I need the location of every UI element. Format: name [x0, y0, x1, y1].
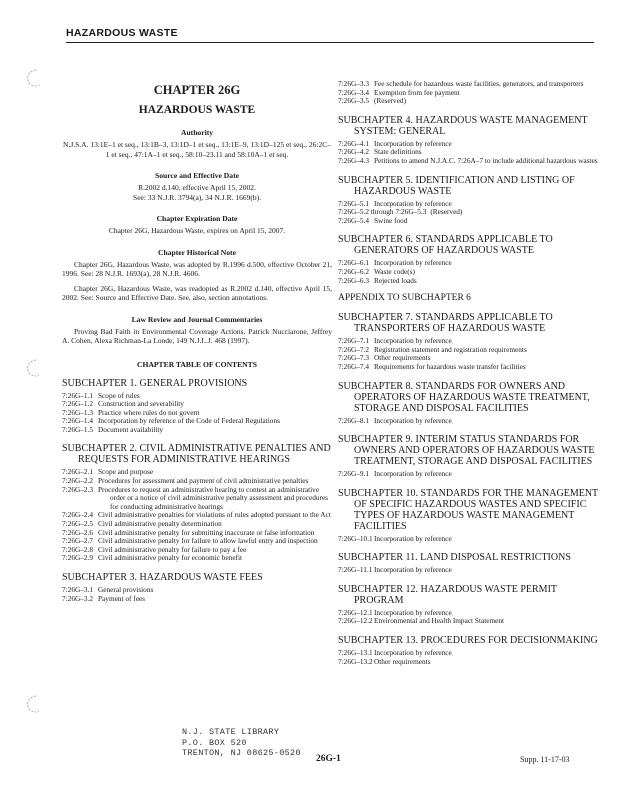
section-title: Payment of fees	[98, 593, 146, 603]
section-number: 7:26G–11.1	[338, 565, 373, 575]
section-number: 7:26G–1.2	[62, 399, 94, 409]
section-number: 7:26G–1.5	[62, 424, 94, 434]
section-title: Registration statement and registration requirements	[374, 344, 527, 354]
authority-text: N.J.S.A. 13:1E–1 et seq., 13:1B–3, 13:1D–1 et seq., 13:1E–9, 13:1D–125 et seq., 26:2C–1 et seq., 47:1A–1 et seq., 58:10–23.11 and 58:10A–1 et seq.	[63, 140, 331, 159]
toc-right-b	[338, 312, 604, 666]
section-number: 7:26G–2.5	[62, 519, 94, 529]
law-review-heading: Law Review and Journal Commentaries	[131, 314, 263, 324]
running-head: HAZARDOUS WASTE	[66, 27, 178, 39]
section-title: Incorporation by reference	[374, 607, 452, 617]
section-title: Incorporation by reference	[374, 138, 452, 148]
section-number: 7:26G–5.4	[338, 215, 370, 225]
subchapter-heading: SUBCHAPTER 13. PROCEDURES FOR DECISIONMAKING	[338, 635, 598, 647]
section-number: 7:26G–5.2 through 7:26G–5.3	[338, 207, 427, 217]
subchapter-heading: SUBCHAPTER 9. INTERIM STATUS STANDARDS FOR OWNERS AND OPERATORS OF HAZARDOUS WASTE TREATMENT, STORAGE AND DISPOSAL FACILITIES	[338, 434, 595, 468]
section-title: Waste code(s)	[374, 266, 415, 276]
section-number: 7:26G–7.3	[338, 353, 370, 363]
subchapter-heading: SUBCHAPTER 7. STANDARDS APPLICABLE TO TRANSPORTERS OF HAZARDOUS WASTE	[338, 312, 553, 335]
section-number: 7:26G–4.2	[338, 147, 370, 157]
section-title: Civil administrative penalty for failure to pay a fee	[98, 544, 247, 554]
section-number: 7:26G–5.1	[338, 198, 370, 208]
section-title: State definitions	[374, 147, 422, 157]
section-number: 7:26G–2.1	[62, 467, 94, 477]
toc-right-a	[338, 115, 604, 285]
toc-entry	[338, 658, 604, 667]
page-number: 26G-1	[316, 754, 341, 764]
toc-entry	[338, 217, 604, 226]
toc-entry	[62, 426, 332, 435]
section-number: 7:26G–3.3	[338, 79, 370, 88]
header-rule	[66, 42, 594, 43]
right-column	[338, 80, 604, 666]
subchapter-heading: SUBCHAPTER 5. IDENTIFICATION AND LISTING OF HAZARDOUS WASTE	[338, 174, 575, 197]
section-number: 7:26G–2.8	[62, 544, 94, 554]
section-title: Incorporation by reference	[374, 198, 452, 208]
toc-entry	[338, 157, 604, 166]
subchapter-heading: SUBCHAPTER 3. HAZARDOUS WASTE FEES	[62, 572, 263, 583]
section-number: 7:26G–7.2	[338, 344, 370, 354]
section-title: General provisions	[98, 585, 154, 594]
section-number: 7:26G–2.6	[62, 527, 94, 537]
section-title: Incorporation by reference	[374, 336, 452, 346]
subchapter-heading: SUBCHAPTER 8. STANDARDS FOR OWNERS AND OPERATORS OF HAZARDOUS WASTE TREATMENT, STORAGE AND DISPOSAL FACILITIES	[338, 380, 590, 414]
toc-entry	[338, 277, 604, 286]
toc-entry	[338, 97, 604, 106]
section-title: Swine food	[374, 215, 408, 225]
section-title: Environmental and Health Impact Statement	[374, 616, 505, 626]
section-title: Exemption from fee payment	[374, 87, 460, 97]
source-line2: See: 33 N.J.R. 3794(a), 34 N.J.R. 1669(b).	[133, 192, 261, 202]
section-title: (Reserved)	[430, 207, 463, 217]
supplement-date: Supp. 11-17-03	[520, 755, 570, 764]
stamp-line: N.J. STATE LIBRARY	[182, 727, 280, 737]
subchapter-heading: SUBCHAPTER 6. STANDARDS APPLICABLE TO GENERATORS OF HAZARDOUS WASTE	[338, 234, 553, 257]
subchapter-heading: SUBCHAPTER 1. GENERAL PROVISIONS	[62, 377, 248, 389]
section-title: Procedures to request an administrative hearing to contest an administrative order or a notice of civil administrative penalty assessment and procedures for conducting administrative hearings	[98, 484, 329, 511]
section-number: 7:26G–4.1	[338, 138, 370, 148]
history-paragraph: Chapter 26G, Hazardous Waste, was adopted by R.1996 d.500, effective October 21, 1996. See: 28 N.J.R. 1693(a), 28 N.J.R. 4606.	[62, 259, 332, 278]
toc-entry	[338, 535, 604, 544]
subchapter-heading: SUBCHAPTER 10. STANDARDS FOR THE MANAGEMENT OF SPECIFIC HAZARDOUS WASTES AND SPECIFIC TYPES OF HAZARDOUS WASTE MANAGEMENT FACILITIES	[338, 487, 598, 532]
section-number: 7:26G–2.3	[62, 484, 94, 494]
section-number: 7:26G–1.3	[62, 407, 94, 417]
section-number: 7:26G–12.1	[338, 607, 373, 617]
source-heading: Source and Effective Date	[154, 171, 239, 180]
subchapter-heading: SUBCHAPTER 11. LAND DISPOSAL RESTRICTIONS	[338, 552, 571, 564]
section-title: Incorporation by reference	[374, 533, 452, 543]
section-title: Incorporation by reference of the Code of Federal Regulations	[98, 416, 280, 426]
toc-entry	[338, 363, 604, 372]
section-number: 7:26G–12.2	[338, 616, 373, 626]
expiration-text: Chapter 26G, Hazardous Waste, expires on April 15, 2007.	[108, 226, 286, 235]
section-title: Other requirements	[374, 353, 431, 363]
section-number: 7:26G–13.1	[338, 648, 373, 658]
section-title: Petitions to amend N.J.A.C. 7:26A–7 to include additional hazardous wastes	[374, 155, 598, 165]
section-title: Requirements for hazardous waste transfer facilities	[374, 361, 526, 371]
section-title: Civil administrative penalty for failure to allow lawful entry and inspection	[98, 536, 318, 546]
punch-hole-icon	[24, 68, 42, 88]
section-number: 7:26G–2.7	[62, 536, 94, 546]
toc-entry	[62, 595, 332, 604]
section-number: 7:26G–3.4	[338, 87, 370, 97]
subchapter-heading: SUBCHAPTER 2. CIVIL ADMINISTRATIVE PENALTIES AND REQUESTS FOR ADMINISTRATIVE HEARINGS	[62, 443, 331, 466]
law-review-text: Proving Bad Faith in Environmental Coverage Actions. Patrick Nucciarone, Jeffrey A. Cohen, Alexa Richman-La Londe, 149 N.J.L.J. 468 (1997).	[62, 326, 332, 345]
section-title: Scope of rules	[98, 390, 140, 400]
toc-entry	[62, 554, 332, 563]
appendix-heading: APPENDIX TO SUBCHAPTER 6	[338, 293, 471, 304]
toc-entry	[338, 417, 604, 426]
section-title: Construction and severability	[98, 399, 184, 409]
toc-continued	[338, 80, 604, 106]
punch-hole-icon	[24, 358, 42, 378]
section-number: 7:26G–7.4	[338, 361, 370, 371]
section-number: 7:26G–9.1	[338, 469, 370, 479]
toc-entry	[338, 470, 604, 479]
section-number: 7:26G–3.2	[62, 593, 94, 603]
section-number: 7:26G–1.1	[62, 390, 94, 400]
section-number: 7:26G–13.2	[338, 656, 373, 666]
section-title: Civil administrative penalty determination	[98, 519, 222, 529]
section-number: 7:26G–8.1	[338, 415, 370, 425]
section-title: Procedures for assessment and payment of civil administrative penalties	[98, 476, 309, 486]
section-number: 7:26G–10.1	[338, 533, 373, 543]
toc-entry	[338, 617, 604, 626]
chapter-number: CHAPTER 26G	[153, 83, 241, 97]
section-title: Other requirements	[374, 656, 431, 666]
section-number: 7:26G–2.9	[62, 553, 94, 563]
section-title: Fee schedule for hazardous waste facilities, generators, and transporters	[374, 79, 584, 88]
section-number: 7:26G–1.4	[62, 416, 94, 426]
section-title: Civil administrative penalties for violations of rules adopted pursuant to the Act	[98, 510, 331, 520]
section-number: 7:26G–7.1	[338, 336, 370, 346]
section-title: Civil administrative penalty for economic benefit	[98, 553, 243, 563]
toc-entry	[338, 566, 604, 575]
toc-heading: CHAPTER TABLE OF CONTENTS	[137, 359, 257, 369]
section-number: 7:26G–3.5	[338, 96, 370, 106]
history-heading: Chapter Historical Note	[158, 247, 236, 257]
section-number: 7:26G–6.3	[338, 275, 370, 285]
left-column	[62, 75, 332, 603]
stamp-line: P.O. BOX 520	[182, 737, 247, 748]
history-paragraph: Chapter 26G, Hazardous Waste, was readopted as R.2002 d.140, effective April 15, 2002. See: Source and Effective Date. See, also, section annotations.	[62, 283, 332, 302]
section-number: 7:26G–3.1	[62, 585, 94, 594]
expiration-heading: Chapter Expiration Date	[156, 214, 238, 223]
section-number: 7:26G–2.2	[62, 476, 94, 486]
section-title: Document availability	[98, 424, 164, 434]
section-title: Incorporation by reference	[374, 258, 452, 268]
section-number: 7:26G–4.3	[338, 155, 370, 165]
section-title: Civil administrative penalty for submitting inaccurate or false information	[98, 527, 315, 537]
section-title: Incorporation by reference	[374, 415, 452, 425]
toc-entry	[62, 486, 332, 512]
subchapter-heading: SUBCHAPTER 12. HAZARDOUS WASTE PERMIT PROGRAM	[338, 583, 557, 606]
authority-heading: Authority	[180, 128, 214, 137]
section-title: Incorporation by reference	[374, 565, 452, 575]
subchapter-heading: SUBCHAPTER 4. HAZARDOUS WASTE MANAGEMENT SYSTEM: GENERAL	[338, 114, 588, 137]
source-line1: R.2002 d.140, effective April 15, 2002.	[138, 183, 256, 192]
toc-left	[62, 378, 332, 604]
library-stamp	[182, 727, 301, 759]
section-title: Scope and purpose	[98, 467, 154, 477]
section-title: Incorporation by reference	[374, 648, 452, 658]
section-title: Incorporation by reference	[374, 469, 452, 479]
section-number: 7:26G–6.1	[338, 258, 370, 268]
chapter-title: HAZARDOUS WASTE	[138, 104, 256, 116]
section-title: (Reserved)	[374, 96, 407, 106]
punch-hole-icon	[24, 694, 42, 714]
section-number: 7:26G–6.2	[338, 266, 370, 276]
section-title: Practice where rules do not govern	[98, 407, 200, 417]
section-number: 7:26G–2.4	[62, 510, 94, 520]
stamp-line: TRENTON, NJ 08625-0520	[182, 748, 301, 758]
section-title: Rejected loads	[374, 275, 417, 285]
